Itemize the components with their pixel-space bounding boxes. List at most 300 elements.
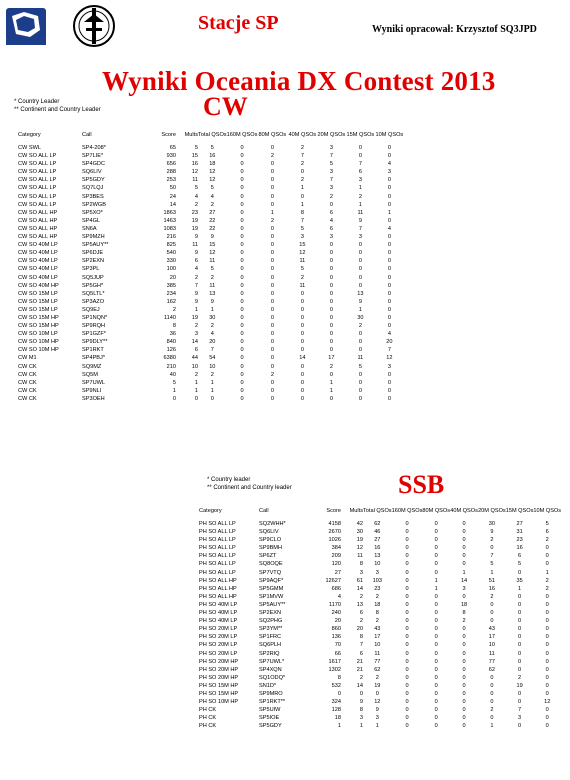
qsos-160m-cell: 0 [240,282,244,289]
call-cell: SP5AUY** [259,601,286,608]
call-cell: SP1NQN* [82,314,108,321]
qsos-80m-cell: 0 [270,331,274,338]
call-cell: SQ2WHH* [259,521,286,527]
qsos-80m-cell: 0 [434,666,438,673]
qsos-20m-cell: 62 [488,666,496,673]
qsos-10m-cell: 0 [545,715,549,722]
mults-cell: 61 [356,577,363,584]
qsos-40m-cell: 0 [462,537,466,544]
qsos-80m-cell: 0 [270,387,274,394]
country-leader-note: * Country Leader [14,99,60,105]
qsos-20m-cell: 0 [329,242,333,249]
qsos-80m-cell: 0 [434,642,438,649]
category-cell: CW M1 [18,355,37,362]
column-header-20m: 20M QSOs [478,507,506,514]
qsos-20m-cell: 0 [490,690,494,697]
table-row [199,682,561,690]
call-cell: SP5GDY [82,177,105,184]
call-cell: SP2RIQ [259,650,280,657]
table-row [199,601,561,609]
qsos-10m-cell: 0 [387,282,391,289]
mults-cell: 6 [359,650,363,657]
total-qsos-cell: 23 [374,585,381,592]
qsos-15m-cell: 19 [516,682,523,689]
qsos-160m-cell: 0 [405,674,409,681]
mults-cell: 8 [359,707,363,714]
call-cell: SQ1ODQ* [259,674,286,681]
qsos-15m-cell: 7 [358,225,362,232]
qsos-40m-cell: 0 [300,331,304,338]
table-row [18,176,403,184]
qsos-160m-cell: 0 [405,690,409,697]
qsos-10m-cell: 0 [545,682,549,689]
qsos-15m-cell: 0 [358,242,362,249]
score-cell: 65 [169,145,176,151]
mults-cell: 0 [359,690,363,697]
call-cell: SQ6LIV [259,529,279,536]
qsos-40m-cell: 0 [300,347,304,354]
qsos-80m-cell: 0 [270,355,274,362]
qsos-160m-cell: 0 [240,290,244,297]
category-cell: PH SO ALL HP [199,577,237,584]
qsos-40m-cell: 0 [462,642,466,649]
qsos-10m-cell: 0 [387,201,391,208]
qsos-80m-cell: 0 [270,282,274,289]
qsos-40m-cell: 18 [460,601,468,608]
qsos-80m-cell: 0 [434,521,438,527]
table-row [199,722,561,730]
qsos-160m-cell: 0 [240,225,244,232]
qsos-10m-cell: 0 [545,707,549,714]
call-cell: SP4GDC [82,161,106,168]
total-qsos-cell: 1 [210,379,214,386]
qsos-15m-cell: 5 [518,561,522,568]
table-row [18,314,403,322]
category-cell: CW SO 10M LP [18,331,58,338]
table-row [18,322,403,330]
call-cell: SP3YM** [259,626,283,633]
qsos-40m-cell: 0 [300,387,304,394]
qsos-15m-cell: 1 [358,185,362,192]
qsos-80m-cell: 0 [434,650,438,657]
table-row [199,641,561,649]
qsos-20m-cell: 0 [490,715,494,722]
qsos-160m-cell: 0 [240,145,244,151]
qsos-20m-cell: 0 [329,298,333,305]
qsos-160m-cell: 0 [240,371,244,378]
call-cell: SP2EXN [82,258,105,265]
qsos-80m-cell: 0 [270,177,274,184]
qsos-15m-cell: 5 [358,363,362,370]
qsos-160m-cell: 0 [240,363,244,370]
table-row [199,674,561,682]
mults-cell: 13 [356,601,363,608]
category-cell: PH SO ALL LP [199,529,236,536]
table-row [18,346,403,354]
call-cell: SP4-208* [82,145,106,151]
qsos-20m-cell: 0 [329,201,333,208]
qsos-40m-cell: 0 [300,169,304,176]
total-qsos-cell: 15 [209,242,216,249]
total-qsos-cell: 30 [209,314,216,321]
score-cell: 1 [172,387,176,394]
column-header-80m: 80M QSOs [422,507,451,514]
qsos-40m-cell: 0 [462,626,466,633]
category-cell: CW SO 40M LP [18,274,58,281]
qsos-15m-cell: 35 [516,577,523,584]
total-qsos-cell: 9 [210,298,214,305]
qsos-15m-cell: 0 [358,250,362,257]
score-cell: 860 [331,626,341,633]
total-qsos-cell: 10 [374,642,381,649]
table-row [18,225,403,233]
category-cell: PH CK [199,723,217,730]
contest-title: Wyniki Oceania DX Contest 2013 [102,66,496,96]
total-qsos-cell: 62 [374,666,381,673]
total-qsos-cell: 5 [210,145,214,151]
category-cell: CW SO ALL HP [18,225,58,232]
category-cell: CW SO 15M HP [18,314,59,321]
qsos-40m-cell: 0 [462,561,466,568]
score-cell: 209 [331,553,341,560]
mults-cell: 9 [194,298,198,305]
qsos-80m-cell: 0 [270,290,274,297]
table-row [199,714,561,722]
qsos-10m-cell: 0 [387,274,391,281]
total-qsos-cell: 12 [374,699,381,706]
mults-cell: 7 [359,642,363,649]
mults-cell: 15 [191,153,198,160]
qsos-160m-cell: 0 [240,379,244,386]
qsos-10m-cell: 0 [387,395,391,402]
qsos-10m-cell: 0 [387,177,391,184]
qsos-20m-cell: 77 [488,658,496,665]
qsos-10m-cell: 2 [545,577,549,584]
qsos-20m-cell: 2 [490,707,494,714]
table-row [18,371,403,379]
total-qsos-cell: 12 [209,250,216,257]
call-cell: SP7UWL* [259,658,285,665]
score-cell: 1170 [328,601,341,608]
qsos-160m-cell: 0 [405,561,409,568]
qsos-80m-cell: 0 [434,690,438,697]
category-cell: CW SO ALL LP [18,193,57,200]
mults-cell: 1 [194,306,198,313]
qsos-20m-cell: 0 [329,347,333,354]
qsos-10m-cell: 0 [387,266,391,273]
qsos-40m-cell: 14 [460,577,468,584]
qsos-40m-cell: 5 [300,225,304,232]
qsos-20m-cell: 0 [329,395,333,402]
total-qsos-cell: 16 [209,153,216,160]
qsos-160m-cell: 0 [240,161,244,168]
mults-cell: 19 [191,314,198,321]
qsos-20m-cell: 0 [329,250,333,257]
table-row [199,666,561,674]
call-cell: SP3BES [82,193,104,200]
table-row [18,144,403,152]
table-row [18,168,403,176]
call-cell: SP2WGB [82,201,106,208]
qsos-10m-cell: 0 [545,593,549,600]
qsos-10m-cell: 0 [387,217,391,224]
mults-cell: 19 [191,225,198,232]
qsos-160m-cell: 0 [405,545,409,552]
qsos-15m-cell: 13 [357,290,364,297]
qsos-40m-cell: 2 [462,618,466,625]
qsos-80m-cell: 0 [434,634,438,641]
table-row [18,363,403,371]
ssb-section-title: SSB [398,470,445,499]
qsos-80m-cell: 0 [434,626,438,633]
qsos-40m-cell: 3 [300,234,304,241]
qsos-40m-cell: 0 [462,723,466,730]
call-cell: SP9BMH [259,545,283,552]
table-row [18,257,403,265]
total-qsos-cell: 9 [210,234,214,241]
mults-cell: 2 [194,371,198,378]
total-qsos-cell: 3 [375,715,379,722]
qsos-15m-cell: 1 [518,585,522,592]
column-header-40m: 40M QSOs [288,131,317,138]
qsos-20m-cell: 3 [329,169,333,176]
category-cell: PH SO 40M LP [199,601,238,608]
qsos-20m-cell: 9 [490,529,494,536]
score-cell: 70 [334,642,341,649]
qsos-10m-cell: 0 [545,642,549,649]
mults-cell: 5 [194,185,198,192]
score-cell: 1 [337,723,341,730]
mults-cell: 5 [194,145,198,151]
qsos-20m-cell: 0 [329,258,333,265]
mults-cell: 1 [194,379,198,386]
qsos-80m-cell: 0 [270,363,274,370]
qsos-40m-cell: 0 [462,529,466,536]
category-cell: CW SO ALL LP [18,177,57,184]
qsos-10m-cell: 0 [387,298,391,305]
total-qsos-cell: 0 [210,395,214,402]
qsos-40m-cell: 2 [300,161,304,168]
qsos-40m-cell: 0 [300,298,304,305]
qsos-10m-cell: 0 [387,153,391,160]
qsos-80m-cell: 0 [270,258,274,265]
total-qsos-cell: 103 [372,577,382,584]
qsos-10m-cell: 1 [545,569,549,576]
mults-cell: 1 [359,723,363,730]
category-cell: PH SO ALL LP [199,545,236,552]
total-qsos-cell: 12 [209,177,216,184]
qsos-20m-cell: 0 [329,323,333,330]
qsos-160m-cell: 0 [405,666,409,673]
qsos-40m-cell: 2 [300,274,304,281]
qsos-160m-cell: 0 [240,209,244,216]
qsos-40m-cell: 0 [300,323,304,330]
qsos-80m-cell: 0 [270,323,274,330]
qsos-80m-cell: 0 [270,379,274,386]
qsos-10m-cell: 0 [387,250,391,257]
column-header-call: Call [259,507,269,514]
qsos-40m-cell: 0 [462,545,466,552]
table-row [199,577,561,585]
qsos-15m-cell: 7 [518,707,522,714]
table-row [18,298,403,306]
call-cell: SQ6LIV [82,169,102,176]
continent-leader-note: ** Continent and Country Leader [14,107,101,113]
total-qsos-cell: 27 [209,209,216,216]
qsos-10m-cell: 12 [544,699,551,706]
qsos-160m-cell: 0 [240,323,244,330]
table-row [199,698,561,706]
qsos-160m-cell: 0 [240,185,244,192]
qsos-10m-cell: 4 [387,161,391,168]
qsos-20m-cell: 2 [490,537,494,544]
qsos-10m-cell: 0 [387,145,391,151]
score-cell: 5 [172,379,176,386]
qsos-20m-cell: 10 [488,642,496,649]
qsos-20m-cell: 3 [329,145,333,151]
total-qsos-cell: 43 [374,626,381,633]
qsos-160m-cell: 0 [405,658,409,665]
mults-cell: 6 [359,610,363,617]
category-cell: CW SO ALL LP [18,185,57,192]
qsos-10m-cell: 0 [545,626,549,633]
total-qsos-cell: 2 [210,371,214,378]
qsos-20m-cell: 4 [329,217,333,224]
category-cell: PH SO ALL LP [199,553,236,560]
qsos-20m-cell: 51 [488,577,496,584]
qsos-10m-cell: 2 [545,537,549,544]
qsos-80m-cell: 1 [434,577,438,584]
mults-cell: 11 [357,553,363,560]
call-cell: SQ6PLH [259,642,282,649]
qsos-15m-cell: 2 [358,193,362,200]
qsos-10m-cell: 0 [387,193,391,200]
category-cell: PH SO 20M HP [199,658,239,665]
qsos-15m-cell: 7 [358,161,362,168]
score-cell: 120 [331,561,341,568]
category-cell: CW CK [18,371,37,378]
qsos-80m-cell: 0 [434,553,438,560]
table-row [199,706,561,714]
qsos-80m-cell: 0 [434,682,438,689]
table-row [199,625,561,633]
qsos-40m-cell: 1 [462,569,466,576]
qsos-20m-cell: 1 [490,569,494,576]
column-header-160m: 160M QSOs [226,131,258,138]
column-header-mults: Mults [349,507,363,514]
score-cell: 330 [166,258,176,265]
qsos-80m-cell: 0 [270,347,274,354]
total-qsos-cell: 8 [375,610,379,617]
qsos-80m-cell: 0 [434,618,438,625]
qsos-160m-cell: 0 [240,201,244,208]
mults-cell: 21 [356,658,363,665]
category-cell: PH SO 20M LP [199,626,238,633]
total-qsos-cell: 11 [209,258,216,265]
qsos-20m-cell: 5 [490,561,494,568]
qsos-40m-cell: 2 [300,145,304,151]
score-cell: 12627 [325,577,341,584]
table-row [18,249,403,257]
results-author: Wyniki opracował: Krzysztof SQ3JPD [372,24,537,35]
qsos-15m-cell: 0 [358,371,362,378]
category-cell: CW SO 40M HP [18,282,59,289]
qsos-40m-cell: 2 [300,177,304,184]
call-cell: SP9CLO [259,537,282,544]
qsos-160m-cell: 0 [405,577,409,584]
mults-cell: 6 [194,347,198,354]
total-qsos-cell: 2 [375,593,379,600]
qsos-160m-cell: 0 [405,618,409,625]
category-cell: PH SO 15M HP [199,682,239,689]
call-cell: SQ7LQJ [82,185,104,192]
score-cell: 20 [169,274,176,281]
qsos-10m-cell: 0 [387,306,391,313]
qsos-80m-cell: 0 [270,266,274,273]
qsos-80m-cell: 0 [270,395,274,402]
qsos-10m-cell: 20 [386,339,393,346]
score-cell: 540 [166,250,176,257]
qsos-160m-cell: 0 [240,347,244,354]
qsos-160m-cell: 0 [405,650,409,657]
mults-cell: 2 [359,593,363,600]
column-header-category: Category [18,131,41,138]
qsos-40m-cell: 0 [462,593,466,600]
qsos-10m-cell: 0 [545,545,549,552]
qsos-15m-cell: 0 [358,331,362,338]
category-cell: PH SO 20M LP [199,634,238,641]
table-row [199,569,561,577]
total-qsos-cell: 4 [210,331,214,338]
mults-cell: 2 [359,618,363,625]
qsos-10m-cell: 0 [387,371,391,378]
column-header-mults: Mults [184,131,198,138]
qsos-80m-cell: 0 [270,193,274,200]
qsos-80m-cell: 0 [270,274,274,281]
table-row [199,658,561,666]
score-cell: 1302 [328,666,341,673]
table-row [18,395,403,403]
table-row [199,528,561,536]
qsos-15m-cell: 0 [358,145,362,151]
qsos-10m-cell: 0 [545,674,549,681]
qsos-15m-cell: 0 [518,650,522,657]
score-cell: 2 [172,306,176,313]
qsos-160m-cell: 0 [405,707,409,714]
total-qsos-cell: 62 [374,521,381,527]
qsos-160m-cell: 0 [405,682,409,689]
call-cell: SP4XQN [259,666,282,673]
mults-cell: 1 [194,387,198,394]
category-cell: PH SO ALL HP [199,593,237,600]
qsos-80m-cell: 0 [434,674,438,681]
qsos-15m-cell: 0 [518,634,522,641]
qsos-80m-cell: 0 [270,242,274,249]
page-heading: Stacje SP [198,12,279,34]
call-cell: SP6ZT [259,553,277,560]
qsos-10m-cell: 4 [387,331,391,338]
qsos-10m-cell: 3 [387,363,391,370]
total-qsos-cell: 12 [209,169,216,176]
qsos-15m-cell: 0 [518,690,522,697]
total-qsos-cell: 22 [209,225,216,232]
mults-cell: 9 [194,234,198,241]
score-cell: 18 [334,715,341,722]
mults-cell: 10 [191,363,198,370]
column-header-15m: 15M QSOs [505,507,534,514]
qsos-20m-cell: 5 [329,161,333,168]
qsos-80m-cell: 0 [434,723,438,730]
